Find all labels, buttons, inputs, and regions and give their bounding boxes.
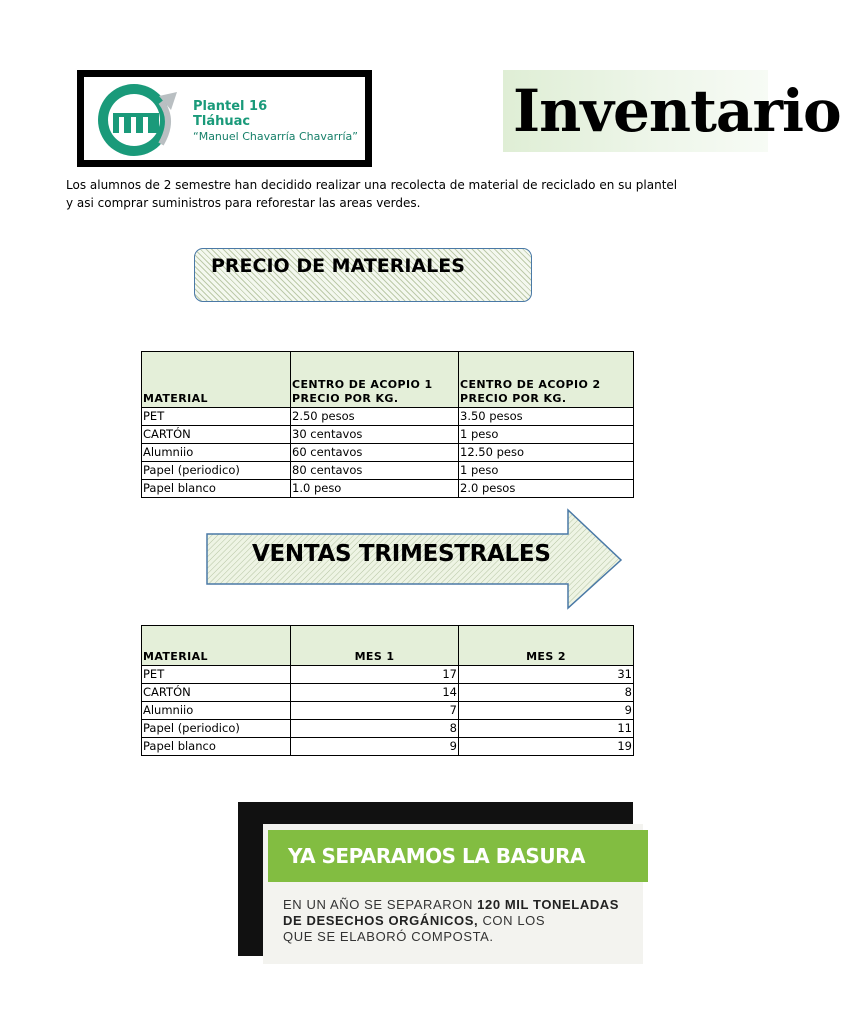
news-card [263,824,643,964]
intro-text-line-1: Los alumnos de 2 semestre han decidido realizar una recolecta de material de reciclado en su plantel [66,178,678,192]
table-row [142,720,634,738]
material-cell[interactable]: PET [142,408,291,426]
value-cell[interactable]: 2.0 pesos [459,480,634,498]
value-cell[interactable]: 9 [291,738,459,756]
news-text-line-3: QUE SE ELABORÓ COMPOSTA. [283,929,494,944]
table-row [142,444,634,462]
value-cell[interactable]: 31 [459,666,634,684]
news-text-line-2: DE DESECHOS ORGÁNICOS, CON LOS [283,913,546,928]
table-header-row [142,352,634,408]
table-header-row [142,626,634,666]
value-cell[interactable]: 1.0 peso [291,480,459,498]
column-header-month-1[interactable]: MES 1 [291,626,459,666]
value-cell[interactable]: 19 [459,738,634,756]
material-cell[interactable]: Papel blanco [142,480,291,498]
value-cell[interactable]: 9 [459,702,634,720]
logo-location: Tláhuac [193,114,251,129]
value-cell[interactable]: 12.50 peso [459,444,634,462]
value-cell[interactable]: 1 peso [459,462,634,480]
value-cell[interactable]: 11 [459,720,634,738]
table-row [142,462,634,480]
materials-price-label-box [194,248,532,302]
intro-text-line-2: y asi comprar suministros para reforestar las areas verdes. [66,196,421,210]
value-cell[interactable]: 1 peso [459,426,634,444]
news-text-line-1: EN UN AÑO SE SEPARARON 120 MIL TONELADAS [283,897,620,912]
material-cell[interactable]: PET [142,666,291,684]
quarterly-sales-label: VENTAS TRIMESTRALES [252,541,551,567]
table-row [142,426,634,444]
table-row [142,666,634,684]
material-cell[interactable]: Papel (periodico) [142,462,291,480]
logo-school-name: Plantel 16 [193,99,268,114]
page-title: Inventario [513,77,841,145]
value-cell[interactable]: 60 centavos [291,444,459,462]
news-headline: YA SEPARAMOS LA BASURA [288,844,585,868]
material-cell[interactable]: CARTÓN [142,426,291,444]
cgm-emblem-icon [89,80,189,160]
recycling-news-image [238,802,633,956]
material-cell[interactable]: Papel (periodico) [142,720,291,738]
table-row [142,480,634,498]
value-cell[interactable]: 14 [291,684,459,702]
table-row [142,408,634,426]
title-banner [503,70,841,152]
column-header-center-1[interactable]: CENTRO DE ACOPIO 1 PRECIO POR KG. [291,352,459,408]
value-cell[interactable]: 3.50 pesos [459,408,634,426]
column-header-month-2[interactable]: MES 2 [459,626,634,666]
material-cell[interactable]: Alumniio [142,444,291,462]
value-cell[interactable]: 7 [291,702,459,720]
news-headline-bar [268,830,648,882]
column-header-material[interactable]: MATERIAL [142,352,291,408]
school-logo [77,70,372,167]
value-cell[interactable]: 2.50 pesos [291,408,459,426]
value-cell[interactable]: 30 centavos [291,426,459,444]
table-row [142,738,634,756]
material-cell[interactable]: Alumniio [142,702,291,720]
material-cell[interactable]: CARTÓN [142,684,291,702]
material-cell[interactable]: Papel blanco [142,738,291,756]
value-cell[interactable]: 8 [291,720,459,738]
column-header-material[interactable]: MATERIAL [142,626,291,666]
value-cell[interactable]: 17 [291,666,459,684]
materials-price-table [141,351,634,498]
value-cell[interactable]: 8 [459,684,634,702]
table-row [142,702,634,720]
value-cell[interactable]: 80 centavos [291,462,459,480]
materials-price-label: PRECIO DE MATERIALES [211,255,465,277]
table-row [142,684,634,702]
logo-dedication: “Manuel Chavarría Chavarría” [193,130,358,143]
column-header-center-2[interactable]: CENTRO DE ACOPIO 2 PRECIO POR KG. [459,352,634,408]
quarterly-sales-table [141,625,634,756]
